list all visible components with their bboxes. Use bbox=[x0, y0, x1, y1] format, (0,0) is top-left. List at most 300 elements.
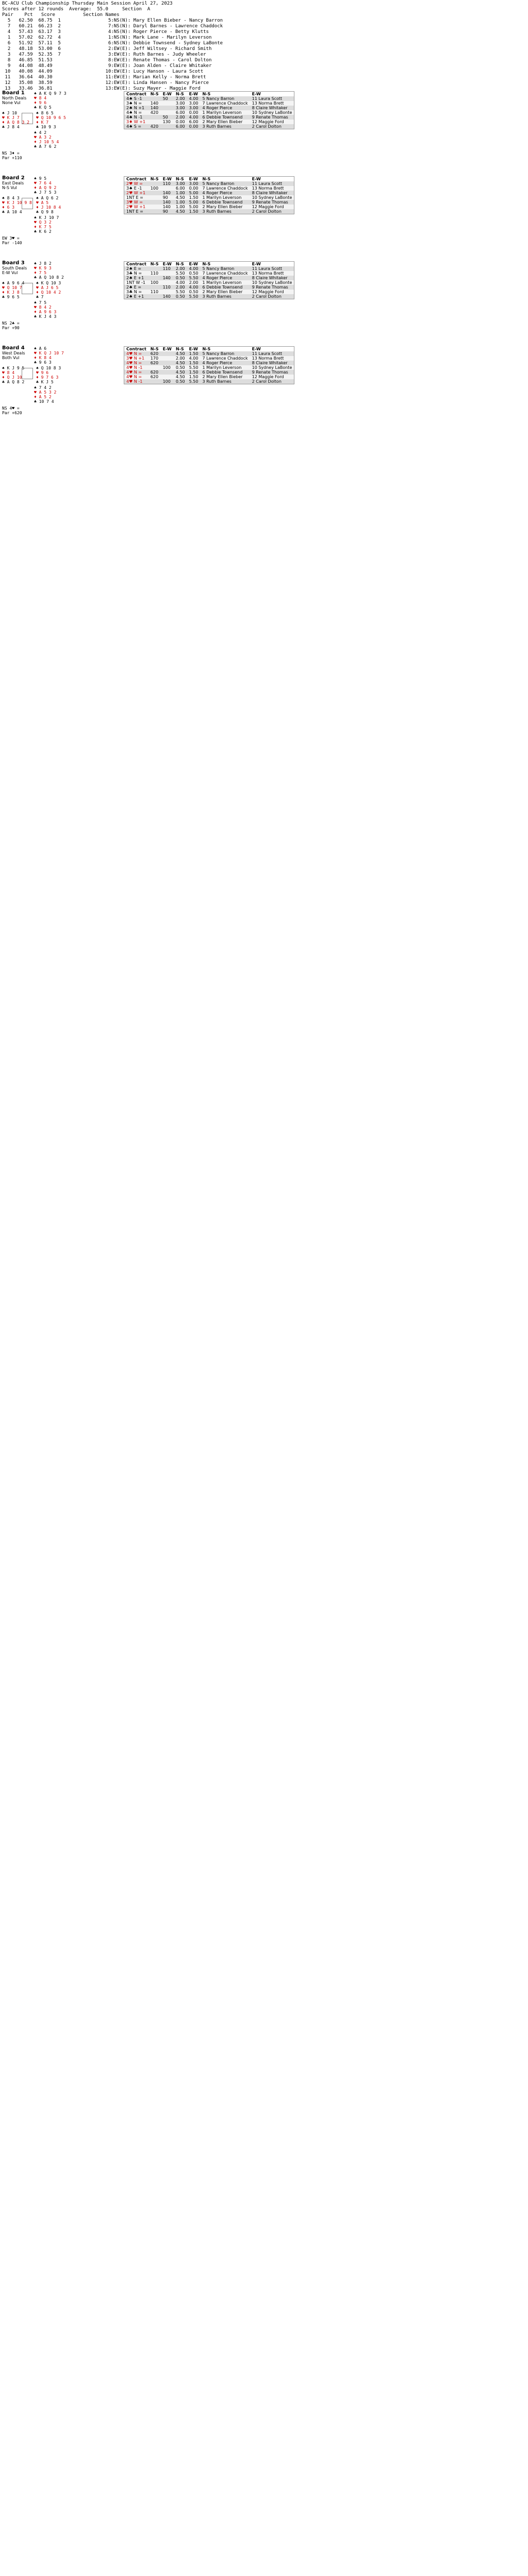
table-cell: 5 Nancy Barron bbox=[200, 266, 250, 271]
table-cell: 5 Nancy Barron bbox=[200, 351, 250, 356]
header-line: Pair Pct Score Section Names bbox=[2, 12, 120, 18]
table-cell: 10 Sydney LaBonte bbox=[252, 110, 292, 115]
north-hand bbox=[34, 346, 64, 365]
column-header: N-S bbox=[200, 347, 250, 352]
header-line: 3 47.59 52.35 7 3:EW(E): Ruth Barnes - Judy Wheeler bbox=[2, 52, 206, 57]
table-cell: 7 Lawrence Chaddock bbox=[202, 356, 248, 361]
board-info: East Deals N-S Vul bbox=[2, 181, 24, 190]
table-cell: 0.50 bbox=[189, 290, 199, 294]
table-cell: 13 Norma Brett bbox=[252, 101, 284, 106]
table-row bbox=[124, 276, 294, 280]
suit-holding: ♥ A 3 2 bbox=[34, 135, 52, 140]
table-cell: 13 Norma Brett bbox=[252, 271, 284, 276]
header-line: 10 40.08 44.09 10:EW(E): Lucy Hanson - Laura Scott bbox=[2, 69, 204, 74]
table-cell bbox=[148, 96, 161, 101]
table-cell: 2.00 bbox=[174, 266, 187, 271]
table-cell bbox=[148, 266, 161, 271]
table-cell: 0.00 bbox=[189, 186, 199, 191]
table-cell: 3 Ruth Barnes bbox=[200, 124, 250, 129]
table-cell: 2♠ E +1 bbox=[124, 294, 148, 299]
table-cell: 9 Renate Thomas bbox=[250, 200, 294, 205]
table-cell: 0.00 bbox=[187, 124, 201, 129]
table-cell: 6.00 bbox=[189, 120, 199, 124]
header-line: 5 62.50 68.75 1 5:NS(N): Mary Ellen Bieber - Nancy Barron bbox=[2, 18, 223, 23]
column-header: E-W bbox=[250, 92, 294, 97]
suit-holding: ♣ 7 bbox=[36, 295, 44, 299]
table-cell: 11 Laura Scott bbox=[250, 96, 294, 101]
suit-holding: ♥ K Q J 10 7 bbox=[34, 351, 64, 355]
table-row bbox=[124, 200, 294, 205]
table-cell: 4.00 bbox=[187, 115, 201, 120]
table-cell: 1.50 bbox=[187, 361, 201, 365]
suit-holding: ♠ J 8 2 bbox=[34, 261, 52, 266]
table-cell: 3♣ N = bbox=[126, 290, 142, 294]
table-cell: 1.50 bbox=[187, 209, 201, 214]
suit-holding: ♥ K 9 3 bbox=[34, 266, 52, 270]
table-row bbox=[124, 106, 294, 110]
suit-holding: ♠ 7 5 bbox=[34, 300, 47, 305]
table-cell: 140 bbox=[162, 205, 171, 209]
table-cell: 4.00 bbox=[189, 356, 199, 361]
header-line: 6 51.92 57.11 5 6:NS(N): Debbie Townsend - Sydney LaBonte bbox=[2, 41, 223, 46]
table-cell: 4♠ N = bbox=[126, 110, 142, 115]
table-cell: 1.00 bbox=[175, 205, 185, 209]
suit-holding: ♥ 9 6 bbox=[36, 370, 49, 375]
table-cell: 620 bbox=[150, 375, 159, 379]
suit-holding: ♥ A 5 3 2 bbox=[34, 390, 57, 395]
table-cell: 5.50 bbox=[187, 294, 201, 299]
table-cell: 100 bbox=[162, 365, 171, 370]
suit-holding: ♦ 9 7 6 3 bbox=[36, 375, 59, 380]
table-cell: 3.00 bbox=[189, 101, 199, 106]
table-cell: 6.00 bbox=[175, 110, 185, 115]
table-cell: 140 bbox=[150, 101, 159, 106]
header-line: 11 36.64 40.30 11:EW(E): Marian Kelly - Norma Brett bbox=[2, 75, 206, 80]
table-cell: 0.00 bbox=[189, 110, 199, 115]
table-cell: 100 bbox=[150, 280, 159, 285]
table-cell: 6 Debbie Townsend bbox=[200, 370, 250, 375]
east-hand bbox=[36, 281, 61, 299]
table-cell: 3 Ruth Barnes bbox=[200, 209, 250, 214]
table-cell bbox=[148, 200, 161, 205]
suit-holding: ♣ A Q 8 2 bbox=[2, 380, 25, 384]
table-cell: 3♠ N = bbox=[126, 101, 142, 106]
suit-holding: ♠ 9 5 bbox=[34, 176, 47, 181]
south-hand bbox=[34, 300, 56, 319]
header-line: 9 44.08 48.49 9:EW(E): Joan Alden - Claire Whitaker bbox=[2, 63, 212, 69]
table-cell: 4♥ N = bbox=[124, 361, 148, 365]
table-cell: 3 Ruth Barnes bbox=[200, 294, 250, 299]
suit-holding: ♠ A 6 bbox=[34, 346, 47, 351]
header-line: 1 57.02 62.72 4 1:NS(N): Mark Lane - Marilyn Leverson bbox=[2, 35, 212, 40]
south-hand bbox=[34, 385, 56, 404]
table-row bbox=[124, 370, 294, 375]
table-cell: 6 Debbie Townsend bbox=[200, 115, 250, 120]
column-header: N-S bbox=[174, 262, 187, 267]
table-cell: 5.50 bbox=[187, 379, 201, 384]
table-cell: 140 bbox=[161, 200, 174, 205]
table-cell bbox=[148, 276, 161, 280]
header-line: BC-ACU Club Championship Thursday Main Session April 27, 2023 bbox=[2, 1, 173, 6]
table-cell: 8 Claire Whitaker bbox=[250, 191, 294, 195]
suit-holding: ♥ A J 6 5 bbox=[36, 285, 59, 290]
table-cell: 8 Claire Whitaker bbox=[250, 276, 294, 280]
table-cell: 90 bbox=[161, 209, 174, 214]
results-table bbox=[124, 176, 294, 214]
column-header: E-W bbox=[250, 177, 294, 182]
table-cell: 100 bbox=[150, 186, 159, 191]
table-cell: 140 bbox=[161, 294, 174, 299]
suit-holding: ♥ 7 6 4 bbox=[34, 181, 52, 185]
column-header: E-W bbox=[161, 92, 174, 97]
table-cell: 6 Debbie Townsend bbox=[200, 200, 250, 205]
table-cell: 10 Sydney LaBonte bbox=[252, 365, 292, 370]
table-cell: 7 Lawrence Chaddock bbox=[202, 186, 248, 191]
suit-holding: ♦ A Q 8 3 2 bbox=[2, 120, 29, 125]
table-cell: 4♥ N = bbox=[124, 351, 148, 356]
suit-holding: ♦ J 10 5 4 bbox=[34, 140, 59, 144]
table-cell: 4♥ N = bbox=[124, 370, 148, 375]
table-row bbox=[124, 124, 294, 129]
table-cell: 13 Norma Brett bbox=[252, 186, 284, 191]
table-cell bbox=[161, 101, 174, 106]
east-hand bbox=[36, 366, 61, 384]
suit-holding: ♠ 4 2 bbox=[34, 130, 47, 135]
column-header: E-W bbox=[161, 177, 174, 182]
event-header bbox=[2, 1, 223, 92]
table-cell: 100 bbox=[161, 379, 174, 384]
table-cell: 1 Marilyn Leverson bbox=[202, 280, 242, 285]
table-cell bbox=[161, 110, 174, 115]
table-cell: 4 Roger Pierce bbox=[200, 191, 250, 195]
table-cell: 2.00 bbox=[175, 356, 185, 361]
results-table bbox=[124, 261, 294, 299]
column-header: Contract bbox=[124, 177, 148, 182]
table-cell: 8 Claire Whitaker bbox=[250, 106, 294, 110]
table-cell: 10 Sydney LaBonte bbox=[252, 280, 292, 285]
compass-box bbox=[22, 113, 33, 124]
table-row bbox=[124, 191, 294, 195]
table-cell bbox=[148, 120, 161, 124]
suit-holding: ♣ 10 7 4 bbox=[34, 399, 54, 404]
table-cell: 2♥ W = bbox=[124, 181, 148, 186]
table-cell: 4♥ N -1 bbox=[126, 365, 143, 370]
table-cell: 4.50 bbox=[175, 375, 185, 379]
table-cell: 140 bbox=[161, 191, 174, 195]
suit-holding: ♣ J 7 5 3 bbox=[34, 190, 57, 195]
table-cell: 9 Renate Thomas bbox=[250, 285, 294, 290]
header-line: 8 46.85 51.53 8:EW(E): Renate Thomas - Carol Dolton bbox=[2, 58, 212, 63]
board-title: Board 1 bbox=[2, 90, 25, 96]
table-cell: 2.00 bbox=[189, 280, 199, 285]
table-cell: 4♠ S = bbox=[124, 124, 148, 129]
suit-holding: ♠ A 9 6 4 bbox=[2, 281, 25, 285]
table-cell: 2♠ N +1 bbox=[124, 106, 148, 110]
board-info: West Deals Both Vul bbox=[2, 351, 25, 360]
table-cell: 0.00 bbox=[175, 120, 185, 124]
suit-holding: ♦ Q J 10 bbox=[2, 375, 22, 380]
suit-holding: ♠ A K Q 9 7 3 bbox=[34, 91, 67, 96]
board-title: Board 2 bbox=[2, 175, 25, 181]
table-cell: 5.00 bbox=[187, 191, 201, 195]
table-cell: 110 bbox=[161, 266, 174, 271]
suit-holding: ♦ 6 3 bbox=[2, 205, 15, 210]
suit-holding: ♣ A Q 10 8 2 bbox=[34, 275, 64, 280]
table-cell: 5.00 bbox=[187, 200, 201, 205]
table-cell bbox=[161, 271, 174, 276]
compass-box bbox=[22, 283, 33, 294]
table-cell: 3♥ N +1 bbox=[126, 356, 145, 361]
table-cell: 110 bbox=[150, 271, 159, 276]
table-cell: 2♠ E = bbox=[124, 285, 148, 290]
table-cell: 5.50 bbox=[189, 365, 199, 370]
table-cell bbox=[161, 186, 174, 191]
table-cell: 2 Mary Ellen Bieber bbox=[202, 290, 243, 294]
column-header: Contract bbox=[124, 262, 148, 267]
table-row bbox=[124, 365, 294, 370]
table-cell: 12 Maggie Ford bbox=[252, 375, 284, 379]
suit-holding: ♦ Q 10 4 2 bbox=[36, 290, 61, 295]
column-header: E-W bbox=[250, 262, 294, 267]
table-cell: 0.50 bbox=[189, 271, 199, 276]
south-hand bbox=[34, 130, 59, 149]
results-table bbox=[124, 346, 294, 384]
table-cell: 1.00 bbox=[174, 191, 187, 195]
table-cell: 50 bbox=[161, 96, 174, 101]
compass-box bbox=[22, 368, 33, 379]
header-line: 13 33.46 36.81 13:EW(E): Suzy Mayer - Maggie Ford bbox=[2, 86, 201, 91]
table-cell: 4 Roger Pierce bbox=[200, 276, 250, 280]
table-cell: 140 bbox=[161, 276, 174, 280]
suit-holding: ♥ Q 10 7 bbox=[2, 285, 22, 290]
table-row bbox=[124, 110, 294, 115]
suit-holding: ♣ K J 4 3 bbox=[34, 314, 57, 319]
table-row bbox=[124, 351, 294, 356]
suit-holding: ♠ 8 4 3 bbox=[2, 196, 20, 200]
table-cell: 620 bbox=[148, 361, 161, 365]
table-cell: 3 Ruth Barnes bbox=[200, 379, 250, 384]
header-line: 2 48.18 53.00 6 2:EW(E): Jeff Wiltsey - Richard Smith bbox=[2, 46, 212, 52]
table-cell: 3.00 bbox=[175, 101, 185, 106]
table-cell: 5 Nancy Barron bbox=[200, 181, 250, 186]
table-cell: 0.50 bbox=[174, 294, 187, 299]
table-cell: 2 Carol Dolton bbox=[250, 379, 294, 384]
suit-holding: ♣ J 8 4 bbox=[2, 125, 20, 129]
table-row bbox=[124, 266, 294, 271]
suit-holding: ♣ K Q 5 bbox=[34, 105, 52, 110]
table-cell: 1 Marilyn Leverson bbox=[202, 110, 242, 115]
suit-holding: ♣ K 6 2 bbox=[34, 229, 52, 234]
table-cell: 0.50 bbox=[174, 379, 187, 384]
suit-holding: ♠ A Q 6 2 bbox=[36, 196, 59, 200]
table-cell: 9 Renate Thomas bbox=[250, 370, 294, 375]
table-cell: 5.50 bbox=[187, 276, 201, 280]
column-header: E-W bbox=[187, 262, 201, 267]
table-cell: 110 bbox=[150, 290, 159, 294]
table-cell: 50 bbox=[161, 115, 174, 120]
table-cell: 12 Maggie Ford bbox=[252, 205, 284, 209]
column-header: E-W bbox=[250, 347, 294, 352]
table-cell: 0.50 bbox=[175, 365, 185, 370]
table-cell: 2 Mary Ellen Bieber bbox=[202, 205, 243, 209]
table-cell: 10 Sydney LaBonte bbox=[252, 195, 292, 200]
column-header: N-S bbox=[200, 262, 250, 267]
suit-holding: ♥ Q 10 9 6 5 bbox=[36, 115, 66, 120]
suit-holding: ♣ 9 6 3 bbox=[34, 360, 52, 365]
column-header: N-S bbox=[148, 262, 161, 267]
table-row bbox=[124, 285, 294, 290]
table-cell: 620 bbox=[148, 370, 161, 375]
suit-holding: ♦ A Q 9 2 bbox=[34, 185, 57, 190]
table-cell: 110 bbox=[161, 285, 174, 290]
table-cell: 2 Carol Dolton bbox=[250, 124, 294, 129]
table-cell: 3.00 bbox=[187, 106, 201, 110]
suit-holding: ♠ K Q 10 3 bbox=[36, 281, 61, 285]
table-cell: 1.00 bbox=[174, 200, 187, 205]
compass-box bbox=[22, 198, 33, 209]
table-row bbox=[124, 280, 294, 285]
table-cell: 2 Carol Dolton bbox=[250, 294, 294, 299]
table-cell: 4.50 bbox=[174, 351, 187, 356]
east-hand bbox=[36, 196, 61, 214]
column-header: Contract bbox=[124, 347, 148, 352]
table-cell: 3.00 bbox=[174, 181, 187, 186]
table-cell: 4.50 bbox=[174, 209, 187, 214]
table-row bbox=[124, 181, 294, 186]
table-cell bbox=[148, 365, 161, 370]
table-cell: 4.50 bbox=[174, 370, 187, 375]
table-row bbox=[124, 379, 294, 384]
table-cell: 1.50 bbox=[189, 375, 199, 379]
table-row bbox=[124, 209, 294, 214]
table-row bbox=[124, 205, 294, 209]
par-contract: NS 2♣ = Par +90 bbox=[2, 321, 20, 330]
column-header: N-S bbox=[174, 347, 187, 352]
suit-holding: ♣ K J 5 bbox=[36, 380, 54, 384]
table-cell: 2 Mary Ellen Bieber bbox=[202, 375, 243, 379]
suit-holding: ♣ 10 9 3 bbox=[36, 125, 56, 129]
table-cell bbox=[148, 195, 161, 200]
table-cell: 11 Laura Scott bbox=[250, 351, 294, 356]
table-cell: 620 bbox=[148, 351, 161, 356]
table-cell: 4♠ S -1 bbox=[124, 96, 148, 101]
suit-holding: ♠ Q 10 8 3 bbox=[36, 366, 61, 370]
table-cell bbox=[148, 294, 161, 299]
suit-holding: ♥ A 5 bbox=[36, 200, 49, 205]
column-header: E-W bbox=[187, 177, 201, 182]
column-header: N-S bbox=[174, 177, 187, 182]
suit-holding: ♥ K J 7 bbox=[2, 115, 20, 120]
table-cell bbox=[161, 124, 174, 129]
suit-holding: ♦ K J 8 bbox=[2, 290, 20, 295]
column-header: N-S bbox=[200, 92, 250, 97]
table-cell: 1NT E = bbox=[124, 209, 148, 214]
table-cell: 6.00 bbox=[174, 124, 187, 129]
table-row bbox=[124, 361, 294, 365]
suit-holding: ♣ A 7 6 2 bbox=[34, 144, 57, 149]
table-cell: 4.00 bbox=[187, 96, 201, 101]
suit-holding: ♠ K J 9 5 bbox=[2, 366, 25, 370]
table-cell bbox=[148, 181, 161, 186]
header-line: 7 60.21 66.23 2 7:NS(N): Daryl Barnes - Lawrence Chaddock bbox=[2, 24, 223, 29]
table-row bbox=[124, 290, 294, 294]
north-hand bbox=[34, 91, 67, 110]
table-cell bbox=[148, 191, 161, 195]
table-cell bbox=[161, 356, 174, 361]
table-cell: 2♥ W +1 bbox=[124, 191, 148, 195]
column-header: N-S bbox=[200, 177, 250, 182]
table-cell: 3♣ N = bbox=[126, 271, 142, 276]
header-line: 4 57.43 63.17 3 4:NS(N): Roger Pierce - Betty Klutts bbox=[2, 29, 209, 35]
table-cell: 4♥ N = bbox=[126, 375, 142, 379]
table-row bbox=[124, 375, 294, 379]
table-cell: 2♠ E = bbox=[124, 266, 148, 271]
par-contract: NS 4♥ = Par +620 bbox=[2, 406, 22, 415]
table-cell: 4.00 bbox=[187, 285, 201, 290]
suit-holding: ♣ A 10 4 bbox=[2, 210, 22, 214]
table-cell: 7 Lawrence Chaddock bbox=[202, 271, 248, 276]
south-hand bbox=[34, 215, 59, 234]
table-cell: 3♦ W +1 bbox=[126, 120, 146, 124]
table-cell bbox=[161, 375, 174, 379]
table-row bbox=[124, 356, 294, 361]
table-cell: 2.00 bbox=[174, 96, 187, 101]
board-info: North Deals None Vul bbox=[2, 96, 27, 105]
table-cell bbox=[148, 205, 161, 209]
table-cell: 4 Roger Pierce bbox=[200, 106, 250, 110]
table-cell bbox=[148, 285, 161, 290]
table-cell: 12 Maggie Ford bbox=[252, 120, 284, 124]
suit-holding: ♦ K 8 4 bbox=[34, 355, 52, 360]
table-cell: 1NT E = bbox=[126, 195, 143, 200]
column-header: E-W bbox=[161, 347, 174, 352]
table-cell: 1 Marilyn Leverson bbox=[202, 365, 242, 370]
column-header: N-S bbox=[148, 347, 161, 352]
column-header: E-W bbox=[187, 92, 201, 97]
table-cell: 4♠ N -1 bbox=[124, 115, 148, 120]
header-line: 12 35.08 38.59 12:EW(E): Linda Hansen - Nancy Pierce bbox=[2, 80, 209, 86]
table-cell: 2♠ E +1 bbox=[124, 276, 148, 280]
table-cell bbox=[161, 361, 174, 365]
east-hand bbox=[36, 111, 66, 129]
west-hand bbox=[2, 366, 24, 384]
table-cell: 420 bbox=[150, 110, 159, 115]
table-row bbox=[124, 294, 294, 299]
table-cell: 3.00 bbox=[174, 106, 187, 110]
table-cell: 420 bbox=[148, 124, 161, 129]
table-cell: 4.00 bbox=[175, 280, 185, 285]
table-cell: 4♥ N -1 bbox=[124, 379, 148, 384]
table-cell bbox=[161, 351, 174, 356]
suit-holding: ♥ 8 4 bbox=[34, 96, 47, 100]
table-cell: 5.50 bbox=[175, 271, 185, 276]
results-table bbox=[124, 91, 294, 129]
table-cell bbox=[161, 370, 174, 375]
suit-holding: ♥ Q 3 2 bbox=[34, 220, 52, 225]
board-info: South Deals E-W Vul bbox=[2, 266, 27, 275]
table-cell: 11 Laura Scott bbox=[250, 181, 294, 186]
table-cell: 5.00 bbox=[189, 205, 199, 209]
table-cell: 1.50 bbox=[189, 195, 199, 200]
suit-holding: ♦ K 7 5 bbox=[34, 225, 52, 229]
par-contract: EW 3♥ = Par -140 bbox=[2, 236, 22, 245]
suit-holding: ♣ 9 6 5 bbox=[2, 295, 20, 299]
table-cell bbox=[161, 290, 174, 294]
suit-holding: ♦ J 10 8 4 bbox=[36, 205, 61, 210]
table-cell: 2.00 bbox=[174, 285, 187, 290]
table-cell: 13 Norma Brett bbox=[252, 356, 284, 361]
table-cell: 4.00 bbox=[187, 266, 201, 271]
